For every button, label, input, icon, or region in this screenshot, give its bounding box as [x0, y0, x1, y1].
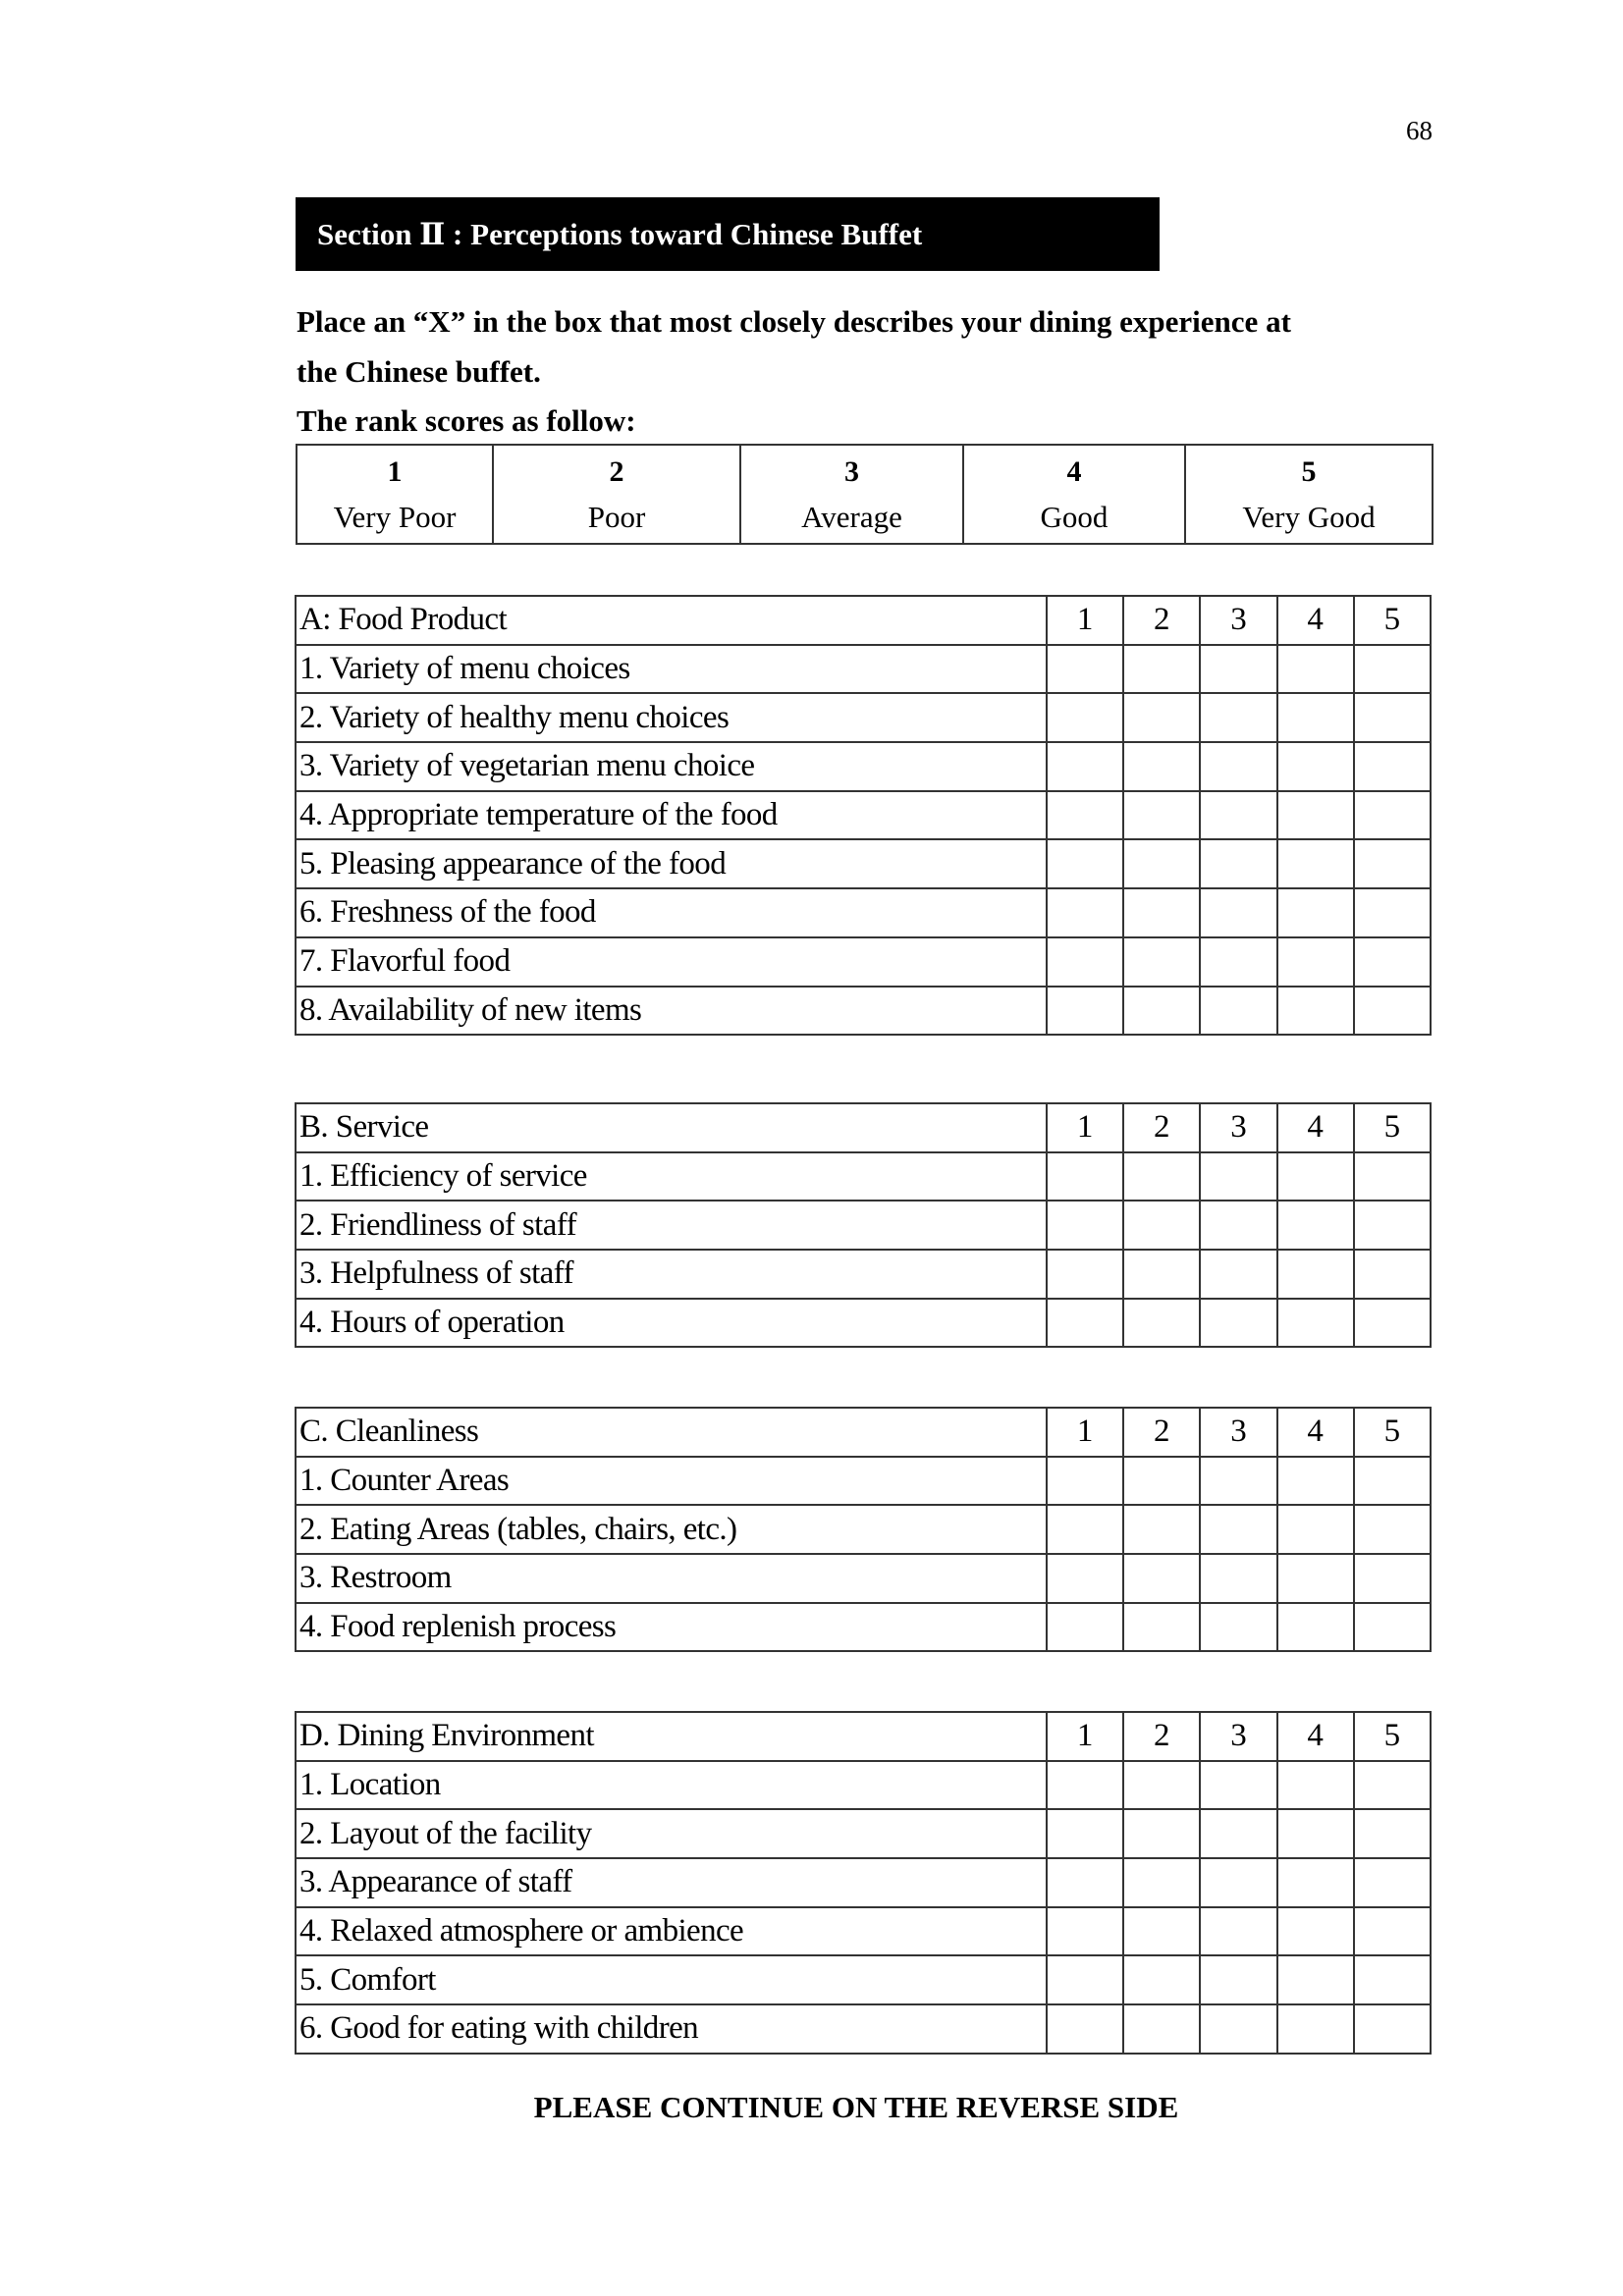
rating-box-2[interactable]: [1123, 987, 1200, 1036]
rating-box-5[interactable]: [1354, 1955, 1431, 2004]
score-column-header: 2: [1123, 1712, 1200, 1761]
rating-box-3[interactable]: [1200, 1858, 1276, 1907]
table-row: [296, 2004, 1431, 2054]
rating-box-4[interactable]: [1277, 1457, 1354, 1506]
score-column-header: 1: [1047, 1103, 1123, 1152]
score-column-header: 2: [1123, 1103, 1200, 1152]
rating-box-2[interactable]: [1123, 1250, 1200, 1299]
instructions: [297, 297, 1435, 447]
rating-box-4[interactable]: [1277, 1809, 1354, 1858]
item-label: 1. Location: [296, 1761, 1047, 1810]
rating-box-5[interactable]: [1354, 742, 1431, 791]
scale-score: 5: [1301, 454, 1317, 488]
rating-box-3[interactable]: [1200, 645, 1276, 694]
rating-box-2[interactable]: [1123, 1554, 1200, 1603]
score-column-header: 1: [1047, 1408, 1123, 1457]
rating-box-1[interactable]: [1047, 1250, 1123, 1299]
rating-box-2[interactable]: [1123, 645, 1200, 694]
rating-box-4[interactable]: [1277, 1603, 1354, 1652]
rating-box-2[interactable]: [1123, 2004, 1200, 2054]
item-label: 1. Efficiency of service: [296, 1152, 1047, 1201]
table-row: [296, 1907, 1431, 1956]
rating-box-4[interactable]: [1277, 987, 1354, 1036]
rating-box-1[interactable]: [1047, 1955, 1123, 2004]
table-row: [296, 1250, 1431, 1299]
rating-box-2[interactable]: [1123, 1907, 1200, 1956]
rating-box-1[interactable]: [1047, 1809, 1123, 1858]
scale-label: Very Good: [1242, 499, 1376, 534]
item-label: 5. Comfort: [296, 1955, 1047, 2004]
rating-box-5[interactable]: [1354, 839, 1431, 888]
score-column-header: 4: [1277, 1712, 1354, 1761]
rating-box-3[interactable]: [1200, 1505, 1276, 1554]
rating-box-3[interactable]: [1200, 1554, 1276, 1603]
table-row: [296, 693, 1431, 742]
rating-box-3[interactable]: [1200, 1457, 1276, 1506]
scale-score: 1: [387, 454, 403, 488]
item-label: 1. Variety of menu choices: [296, 645, 1047, 694]
table-row: [296, 937, 1431, 987]
page-number: 68: [1406, 116, 1433, 145]
rating-box-3[interactable]: [1200, 1809, 1276, 1858]
rating-box-3[interactable]: [1200, 1955, 1276, 2004]
rating-table-cleanliness: [295, 1407, 1432, 1652]
rating-box-1[interactable]: [1047, 1858, 1123, 1907]
rating-box-3[interactable]: [1200, 1152, 1276, 1201]
rating-box-1[interactable]: [1047, 645, 1123, 694]
table-row: [296, 1299, 1431, 1348]
rating-box-2[interactable]: [1123, 1955, 1200, 2004]
table-header-row: [296, 596, 1431, 645]
rating-box-5[interactable]: [1354, 1201, 1431, 1250]
scale-score: 4: [1066, 454, 1082, 488]
item-label: 6. Good for eating with children: [296, 2004, 1047, 2054]
rating-box-2[interactable]: [1123, 742, 1200, 791]
rating-box-4[interactable]: [1277, 1907, 1354, 1956]
section-heading: C. Cleanliness: [296, 1408, 1047, 1457]
table-row: [296, 987, 1431, 1036]
rating-box-3[interactable]: [1200, 1250, 1276, 1299]
scale-label: Average: [801, 499, 902, 534]
table-row: [296, 1955, 1431, 2004]
table-header-row: [296, 1712, 1431, 1761]
scale-cell: [963, 445, 1185, 544]
rating-box-5[interactable]: [1354, 1152, 1431, 1201]
table-row: [296, 888, 1431, 937]
item-label: 2. Eating Areas (tables, chairs, etc.): [296, 1505, 1047, 1554]
rating-box-2[interactable]: [1123, 1152, 1200, 1201]
rating-box-5[interactable]: [1354, 937, 1431, 987]
scale-label: Poor: [587, 499, 646, 534]
instruction-line: the Chinese buffet.: [297, 353, 541, 389]
item-label: 3. Restroom: [296, 1554, 1047, 1603]
rating-box-5[interactable]: [1354, 1457, 1431, 1506]
item-label: 4. Relaxed atmosphere or ambience: [296, 1907, 1047, 1956]
rating-box-2[interactable]: [1123, 791, 1200, 840]
rating-box-4[interactable]: [1277, 2004, 1354, 2054]
table-row: [296, 1809, 1431, 1858]
table-row: [296, 1858, 1431, 1907]
table-row: [296, 1761, 1431, 1810]
item-label: 4. Hours of operation: [296, 1299, 1047, 1348]
rating-box-1[interactable]: [1047, 1603, 1123, 1652]
rating-box-2[interactable]: [1123, 1505, 1200, 1554]
section-heading: A: Food Product: [296, 596, 1047, 645]
rating-box-3[interactable]: [1200, 2004, 1276, 2054]
score-column-header: 3: [1200, 1103, 1276, 1152]
rating-box-3[interactable]: [1200, 1201, 1276, 1250]
score-column-header: 3: [1200, 1712, 1276, 1761]
table-header-row: [296, 1408, 1431, 1457]
rating-box-4[interactable]: [1277, 791, 1354, 840]
item-label: 2. Variety of healthy menu choices: [296, 693, 1047, 742]
table-row: [296, 1457, 1431, 1506]
score-column-header: 5: [1354, 1103, 1431, 1152]
rating-box-1[interactable]: [1047, 987, 1123, 1036]
rating-box-5[interactable]: [1354, 1603, 1431, 1652]
scale-label: Good: [1040, 499, 1109, 534]
section-heading: D. Dining Environment: [296, 1712, 1047, 1761]
score-column-header: 2: [1123, 596, 1200, 645]
rating-box-5[interactable]: [1354, 1761, 1431, 1810]
score-column-header: 1: [1047, 1712, 1123, 1761]
rating-box-3[interactable]: [1200, 937, 1276, 987]
rating-box-2[interactable]: [1123, 1603, 1200, 1652]
rating-box-5[interactable]: [1354, 1809, 1431, 1858]
item-label: 5. Pleasing appearance of the food: [296, 839, 1047, 888]
rating-box-5[interactable]: [1354, 987, 1431, 1036]
rating-box-2[interactable]: [1123, 888, 1200, 937]
score-column-header: 4: [1277, 1408, 1354, 1457]
rating-box-1[interactable]: [1047, 791, 1123, 840]
rating-box-4[interactable]: [1277, 1299, 1354, 1348]
table-row: [296, 1152, 1431, 1201]
scale-cell: [297, 445, 493, 544]
instruction-line: The rank scores as follow:: [297, 403, 636, 438]
scale-score: 3: [844, 454, 859, 488]
table-header-row: [296, 1103, 1431, 1152]
continue-notice: PLEASE CONTINUE ON THE REVERSE SIDE: [533, 2090, 1179, 2124]
rating-box-1[interactable]: [1047, 742, 1123, 791]
rating-box-5[interactable]: [1354, 1907, 1431, 1956]
rating-box-1[interactable]: [1047, 1201, 1123, 1250]
rank-scale-table: [296, 444, 1434, 545]
rating-table-dining-environment: [295, 1711, 1432, 2055]
rating-box-4[interactable]: [1277, 888, 1354, 937]
rating-box-2[interactable]: [1123, 839, 1200, 888]
score-column-header: 5: [1354, 1408, 1431, 1457]
rating-table-service: [295, 1102, 1432, 1348]
rating-box-1[interactable]: [1047, 1152, 1123, 1201]
rating-box-2[interactable]: [1123, 1809, 1200, 1858]
rating-table-food-product: [295, 595, 1432, 1036]
scale-label: Very Poor: [333, 499, 457, 534]
item-label: 6. Freshness of the food: [296, 888, 1047, 937]
rating-box-4[interactable]: [1277, 839, 1354, 888]
rating-box-1[interactable]: [1047, 1299, 1123, 1348]
table-row: [296, 1554, 1431, 1603]
rating-box-4[interactable]: [1277, 1955, 1354, 2004]
rating-box-5[interactable]: [1354, 1554, 1431, 1603]
table-row: [296, 1201, 1431, 1250]
rating-box-2[interactable]: [1123, 1858, 1200, 1907]
item-label: 8. Availability of new items: [296, 987, 1047, 1036]
rating-box-4[interactable]: [1277, 1152, 1354, 1201]
scale-score: 2: [609, 454, 624, 488]
rating-box-3[interactable]: [1200, 839, 1276, 888]
table-row: [296, 645, 1431, 694]
item-label: 7. Flavorful food: [296, 937, 1047, 987]
rating-box-3[interactable]: [1200, 791, 1276, 840]
rating-box-5[interactable]: [1354, 791, 1431, 840]
item-label: 3. Variety of vegetarian menu choice: [296, 742, 1047, 791]
rating-box-5[interactable]: [1354, 1505, 1431, 1554]
rating-box-1[interactable]: [1047, 1907, 1123, 1956]
rating-box-3[interactable]: [1200, 1761, 1276, 1810]
item-label: 2. Layout of the facility: [296, 1809, 1047, 1858]
rating-box-3[interactable]: [1200, 1299, 1276, 1348]
rating-box-4[interactable]: [1277, 693, 1354, 742]
score-column-header: 5: [1354, 1712, 1431, 1761]
rating-box-4[interactable]: [1277, 1201, 1354, 1250]
rating-box-5[interactable]: [1354, 1858, 1431, 1907]
score-column-header: 3: [1200, 596, 1276, 645]
rating-box-2[interactable]: [1123, 1457, 1200, 1506]
rating-box-1[interactable]: [1047, 693, 1123, 742]
score-column-header: 1: [1047, 596, 1123, 645]
score-column-header: 5: [1354, 596, 1431, 645]
table-row: [296, 791, 1431, 840]
rating-box-1[interactable]: [1047, 1505, 1123, 1554]
item-label: 3. Appearance of staff: [296, 1858, 1047, 1907]
rating-box-2[interactable]: [1123, 693, 1200, 742]
rating-box-3[interactable]: [1200, 742, 1276, 791]
table-row: [296, 1603, 1431, 1652]
scale-cell: [740, 445, 963, 544]
section-title: Section Ⅱ : Perceptions toward Chinese Buffet: [317, 216, 923, 251]
table-row: [296, 742, 1431, 791]
rating-box-5[interactable]: [1354, 645, 1431, 694]
rating-box-5[interactable]: [1354, 693, 1431, 742]
item-label: 4. Food replenish process: [296, 1603, 1047, 1652]
rating-box-4[interactable]: [1277, 1250, 1354, 1299]
table-row: [296, 1505, 1431, 1554]
instruction-line: Place an “X” in the box that most closely describes your dining experience at: [297, 304, 1291, 339]
rating-box-3[interactable]: [1200, 693, 1276, 742]
rating-box-2[interactable]: [1123, 1201, 1200, 1250]
score-column-header: 2: [1123, 1408, 1200, 1457]
rating-box-4[interactable]: [1277, 1505, 1354, 1554]
rating-box-5[interactable]: [1354, 1299, 1431, 1348]
score-column-header: 3: [1200, 1408, 1276, 1457]
item-label: 1. Counter Areas: [296, 1457, 1047, 1506]
rating-box-4[interactable]: [1277, 645, 1354, 694]
scale-cell: [493, 445, 740, 544]
rating-box-1[interactable]: [1047, 2004, 1123, 2054]
rating-box-1[interactable]: [1047, 839, 1123, 888]
section-banner: [296, 197, 1160, 271]
rating-box-3[interactable]: [1200, 1603, 1276, 1652]
rating-box-2[interactable]: [1123, 1299, 1200, 1348]
rating-box-5[interactable]: [1354, 888, 1431, 937]
rating-box-2[interactable]: [1123, 1761, 1200, 1810]
table-row: [296, 839, 1431, 888]
rating-box-3[interactable]: [1200, 888, 1276, 937]
scale-cell: [1185, 445, 1433, 544]
score-column-header: 4: [1277, 596, 1354, 645]
rating-box-1[interactable]: [1047, 1761, 1123, 1810]
rating-box-4[interactable]: [1277, 742, 1354, 791]
rating-box-4[interactable]: [1277, 1858, 1354, 1907]
item-label: 4. Appropriate temperature of the food: [296, 791, 1047, 840]
rating-box-1[interactable]: [1047, 888, 1123, 937]
item-label: 3. Helpfulness of staff: [296, 1250, 1047, 1299]
item-label: 2. Friendliness of staff: [296, 1201, 1047, 1250]
score-column-header: 4: [1277, 1103, 1354, 1152]
rating-box-4[interactable]: [1277, 1554, 1354, 1603]
rating-box-1[interactable]: [1047, 937, 1123, 987]
rating-box-2[interactable]: [1123, 937, 1200, 987]
rating-box-4[interactable]: [1277, 937, 1354, 987]
rating-box-5[interactable]: [1354, 1250, 1431, 1299]
rating-box-3[interactable]: [1200, 1907, 1276, 1956]
rating-box-1[interactable]: [1047, 1457, 1123, 1506]
rating-box-5[interactable]: [1354, 2004, 1431, 2054]
rating-box-3[interactable]: [1200, 987, 1276, 1036]
rating-box-1[interactable]: [1047, 1554, 1123, 1603]
rating-box-4[interactable]: [1277, 1761, 1354, 1810]
section-heading: B. Service: [296, 1103, 1047, 1152]
